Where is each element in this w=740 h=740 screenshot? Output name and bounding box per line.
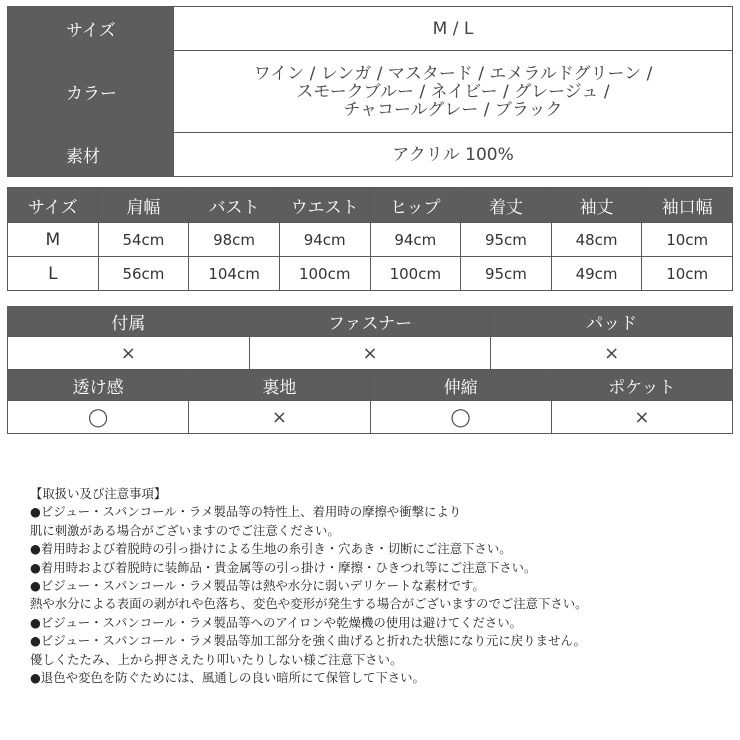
feature-header-cell: ポケット [551,371,732,401]
feature-value-cell: × [551,401,732,434]
size-row-label: L [8,257,99,291]
size-header-cell: バスト [189,188,280,223]
care-note-line: ●ビジュー・スパンコール・ラメ製品等加工部分を強く曲げると折れた状態になり元に戻りません。 [30,633,586,649]
size-cell: 95cm [461,223,552,257]
features-table-2 [7,370,733,434]
care-notes [30,485,730,687]
size-cell: 56cm [98,257,189,291]
spec-color-value [174,51,733,133]
spec-table [7,6,733,177]
size-header-cell: ヒップ [370,188,461,223]
size-header-cell: ウエスト [279,188,370,223]
features-table-1 [7,306,733,370]
size-cell: 100cm [279,257,370,291]
spec-row-material [8,133,733,177]
feature-header-cell: パッド [491,307,733,337]
size-cell: 10cm [642,257,733,291]
care-notes-title: 【取扱い及び注意事項】 [30,486,167,501]
size-table [7,187,733,291]
feature-value-cell: × [189,401,370,434]
color-line: チャコールグレー / ブラック [343,99,563,120]
spec-row-size [8,7,733,51]
spec-material-label: 素材 [8,133,174,177]
care-note-line: 熱や水分による表面の剥がれや色落ち、変色や変形が発生する場合がございますのでご注意下さい。 [30,596,588,612]
table-row [8,223,733,257]
spec-size-label: サイズ [8,7,174,51]
features-value-row [8,401,733,434]
table-row [8,257,733,291]
care-note-line: ●ビジュー・スパンコール・ラメ製品等は熱や水分に弱いデリケートな素材です。 [30,578,485,594]
size-table-header [8,188,733,223]
care-note-line: ●着用時および着脱時に装飾品・貴金属等の引っ掛け・摩擦・ひきつれ等にご注意下さい。 [30,559,537,575]
size-cell: 94cm [279,223,370,257]
size-cell: 95cm [461,257,552,291]
size-cell: 98cm [189,223,280,257]
feature-value-cell: × [8,337,250,370]
size-cell: 54cm [98,223,189,257]
size-header-cell: 袖丈 [551,188,642,223]
care-note-line: ●ビジュー・スパンコール・ラメ製品等へのアイロンや乾燥機の使用は避けてください。 [30,614,523,630]
size-header-cell: 袖口幅 [642,188,733,223]
feature-value-cell: ◯ [370,401,551,434]
feature-value-cell: × [249,337,491,370]
size-header-cell: 着丈 [461,188,552,223]
feature-value-cell: × [491,337,733,370]
size-cell: 49cm [551,257,642,291]
size-cell: 94cm [370,223,461,257]
size-cell: 10cm [642,223,733,257]
spec-color-label: カラー [8,51,174,133]
size-cell: 104cm [189,257,280,291]
care-note-line: ●退色や変色を防ぐためには、風通しの良い暗所にて保管して下さい。 [30,670,425,686]
feature-header-cell: 伸縮 [370,371,551,401]
size-row-label: M [8,223,99,257]
spec-size-value: M / L [174,7,733,51]
feature-value-cell: ◯ [8,401,189,434]
size-header-cell: サイズ [8,188,99,223]
color-line: ワイン / レンガ / マスタード / エメラルドグリーン / [253,63,653,84]
size-cell: 48cm [551,223,642,257]
color-line: スモークブルー / ネイビー / グレージュ / [296,81,610,102]
care-note-line: 優しくたたみ、上から押さえたり叩いたりしない様ご注意下さい。 [30,651,403,667]
spec-row-color [8,51,733,133]
care-note-line: 肌に刺激がある場合がございますのでご注意ください。 [30,522,340,538]
feature-header-cell: 裏地 [189,371,370,401]
care-note-line: ●ビジュー・スパンコール・ラメ製品等の特性上、着用時の摩擦や衝撃により [30,504,462,520]
size-header-cell: 肩幅 [98,188,189,223]
features-header-row [8,371,733,401]
size-cell: 100cm [370,257,461,291]
features-value-row [8,337,733,370]
features-header-row [8,307,733,337]
feature-header-cell: ファスナー [249,307,491,337]
care-note-line: ●着用時および着脱時の引っ掛けによる生地の糸引き・穴あき・切断にご注意下さい。 [30,541,512,557]
spec-material-value: アクリル 100% [174,133,733,177]
feature-header-cell: 付属 [8,307,250,337]
feature-header-cell: 透け感 [8,371,189,401]
